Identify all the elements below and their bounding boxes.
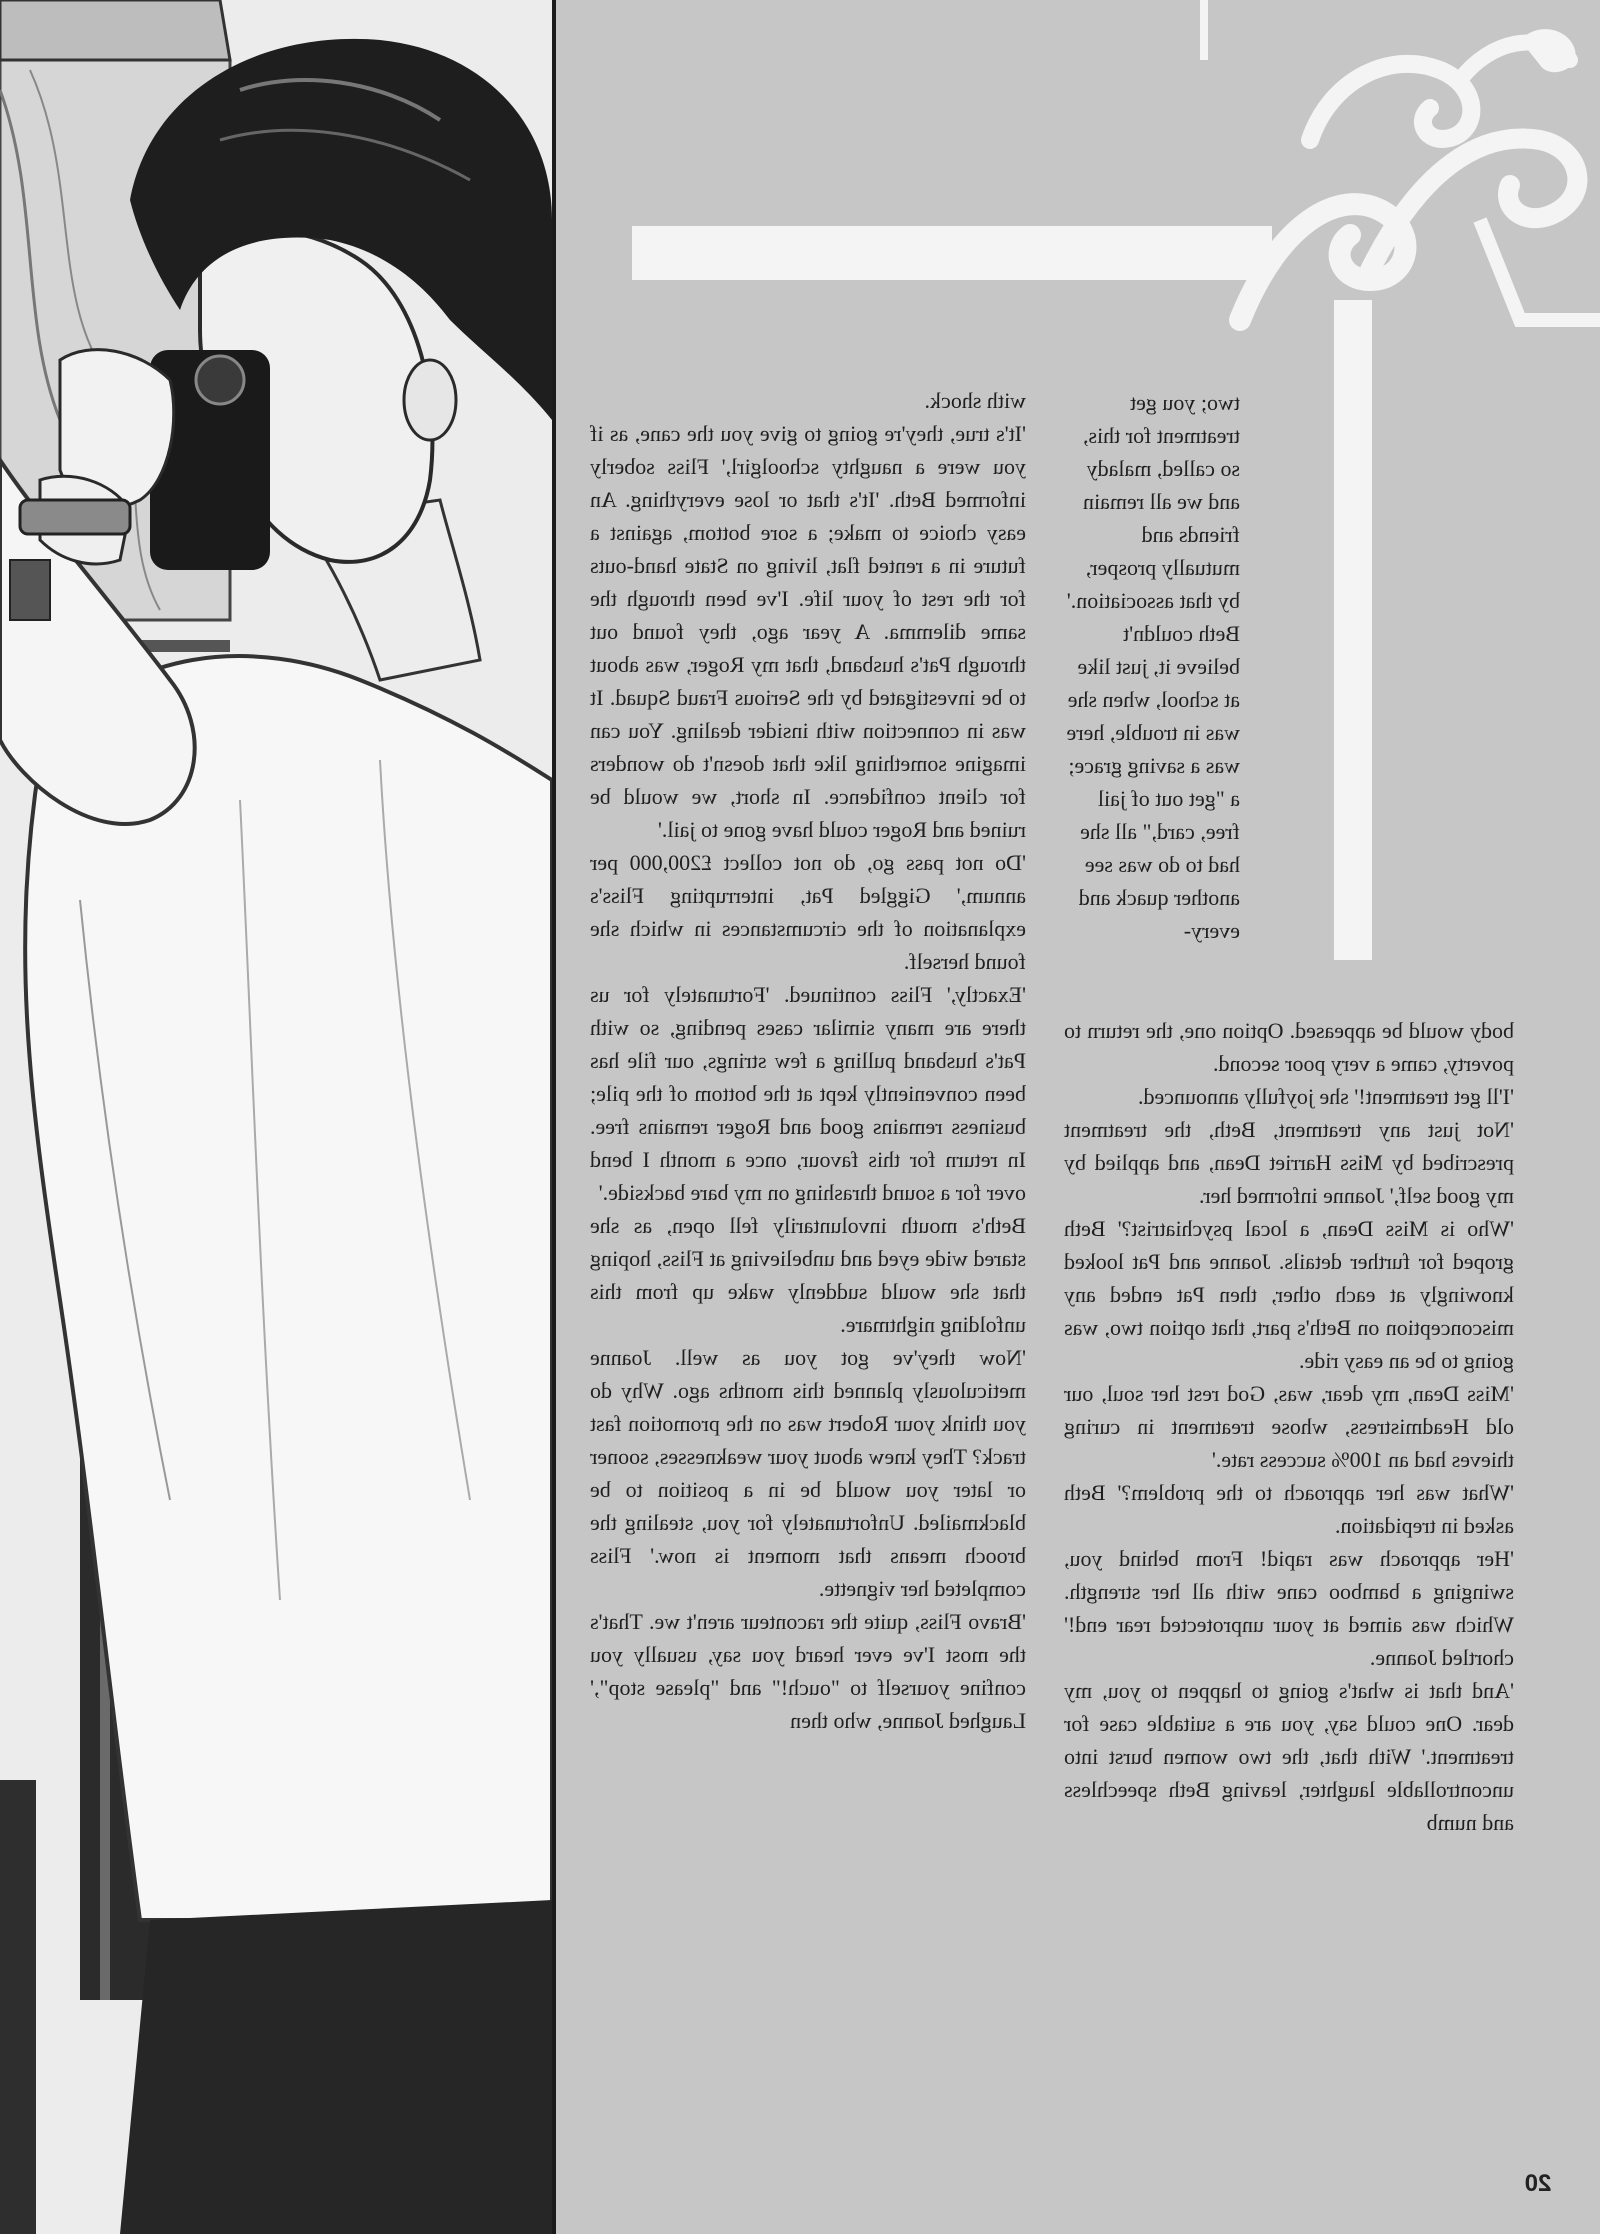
paragraph: 'Bravo Fliss, quite the raconteur aren't we. That's the most I've ever heard you say, usually you confine yourself to "ouch!" and "please stop",' Laughed Joanne, who then — [590, 1609, 1026, 1733]
text-column-left — [590, 384, 1026, 1737]
paragraph: 'What was her approach to the problem?' Beth asked in trepidation. — [1064, 1480, 1514, 1538]
paragraph: 'And that is what's going to happen to you, my dear. One could say, you are a suitable case for treatment.' With that, the two women burst into uncontrollable laughter, leaving Beth speechless and numb — [1064, 1678, 1514, 1835]
paragraph: 'Exactly,' Fliss continued. 'Fortunately for us there are many similar cases pending, so with Pat's husband pulling a few strings, our file has been conveniently kept at the bottom of the pile; business remains good and Roger remains free. In return for this favour, once a month I bend over for a sound thrashing on my bare backside.' — [590, 982, 1026, 1205]
illustration-woman-with-camera — [0, 0, 552, 2234]
decorative-bar-horizontal — [632, 226, 1272, 280]
paragraph: with shock. — [924, 388, 1026, 413]
paragraph: 'It's true, they're going to give you the cane, as if you were a naughty schoolgirl,' Fliss soberly informed Beth. 'It's that or lose everything. An easy choice to make; a sore bottom, against a future in a rented flat, living on State hand-outs for the rest of your life. I've been through the same dilemma. A year ago, they found out through Pat's husband, that my Roger, was about to be investigated by the Serious Fraud Squad. It was in connection with insider dealing. You can imagine something like that doesn't do wonders for client confidence. In short, we would be ruined and Roger could have gone to jail.' — [590, 421, 1026, 842]
decorative-bar-vertical — [1334, 300, 1372, 960]
paragraph: body would be appeased. Option one, the return to poverty, came a very poor second. — [1064, 1018, 1514, 1076]
decorative-bar-top — [1200, 0, 1208, 60]
paragraph: 'Miss Dean, my dear, was, God rest her soul, our old Headmistress, whose treatment in curing thieves had an 100% success rate.' — [1064, 1381, 1514, 1472]
paragraph: 'Now they've got you as well. Joanne meticulously planned this months ago. Why do you think your Robert was on the promotion fast track? They knew about your weaknesses, sooner or later you would be in a position to be blackmailed. Unfortunately for you, stealing the brooch means that moment is now.' Fliss completed her vignette. — [590, 1345, 1026, 1601]
page-number: 20 — [1524, 2170, 1552, 2197]
paragraph: 'Not just any treatment, Beth, the treatment prescribed by Miss Harriet Dean, and applied by my good self,' Joanne informed her. — [1064, 1117, 1514, 1208]
paragraph: 'Her approach was rapid! From behind you, swinging a bamboo cane with all her strength. Which was aimed at your unprotected rear end!' chortled Joanne. — [1064, 1546, 1514, 1670]
flourish-ornament-icon — [1220, 20, 1600, 350]
paragraph: 'I'll get treatment!' she joyfully announced. — [1138, 1084, 1514, 1109]
illustration-panel — [0, 0, 556, 2234]
paragraph: 'Do not pass go, do not collect £200,000 per annum,' Giggled Pat, interrupting Fliss's explanation of the circumstances in which she found herself. — [590, 850, 1026, 974]
paragraph: Beth couldn't believe it, just like at school, when she was in trouble, here was a saving grace; a "get out of jail free, card," all she had to do was see another quack and every- — [1066, 621, 1240, 943]
text-column-right-narrow — [1064, 386, 1240, 947]
paragraph: two; you get treatment for this, so called, malady and we all remain friends and mutually prosper, by that association.' — [1066, 390, 1240, 613]
paragraph: Beth's mouth involuntarily fell open, as she stared wide eyed and unbelieving at Fliss, hoping that she would suddenly wake up from this unfolding nightmare. — [590, 1213, 1026, 1337]
text-column-right-wide — [1064, 1014, 1514, 1839]
paragraph: 'Who is Miss Dean, a local psychiatrist?' Beth groped for further details. Joanne and Pat looked knowingly at each other, then Pat ended any misconception on Beth's part, that option two, was going to be an easy ride. — [1064, 1216, 1514, 1373]
